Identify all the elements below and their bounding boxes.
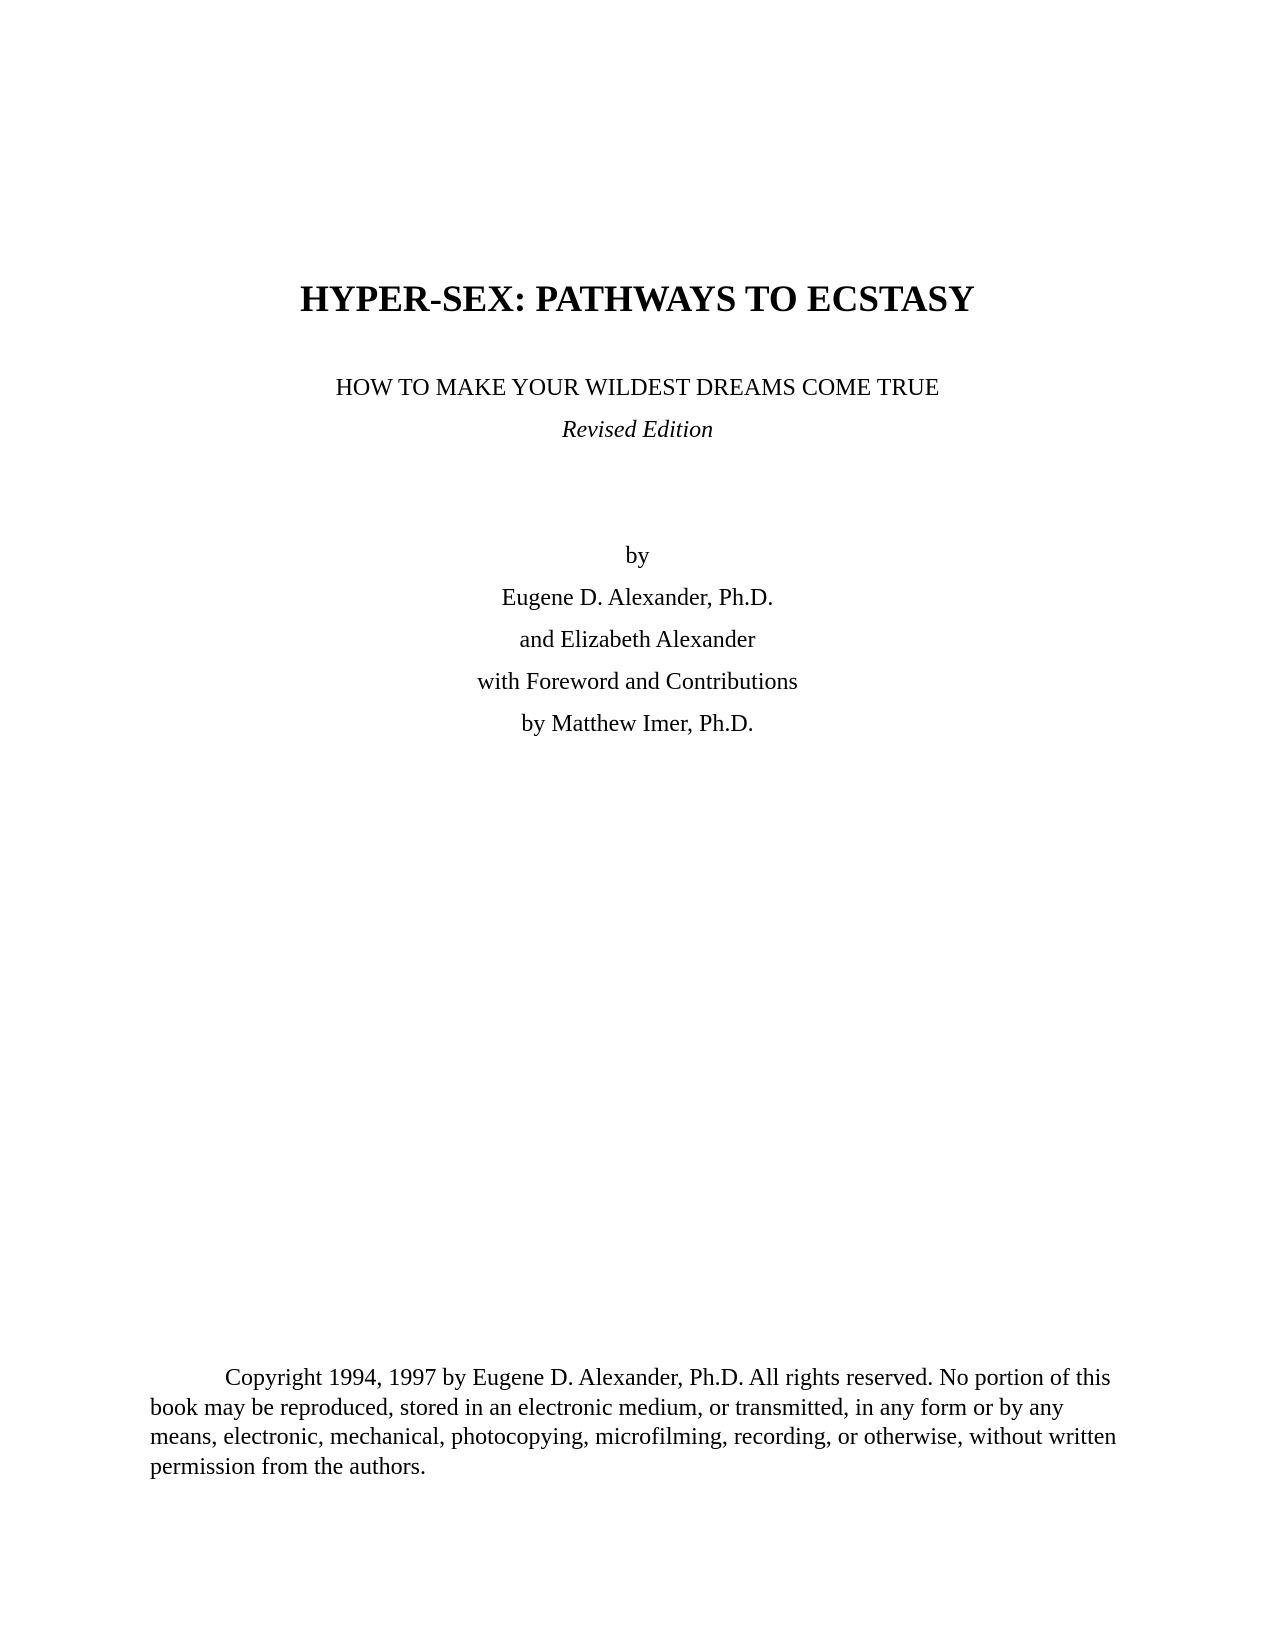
byline-coauthor: and Elizabeth Alexander [519, 627, 756, 653]
copyright-notice: Copyright 1994, 1997 by Eugene D. Alexander, Ph.D. All rights reserved. No portion of this book may be reproduced, stored in an electronic medium, or transmitted, in any form or by any means, electronic, mechanical, photocopying, microfilming, recording, or otherwise, without written permission from the authors. [150, 1365, 1117, 1480]
byline-by: by [625, 543, 650, 569]
book-title: HYPER-SEX: PATHWAYS TO ECSTASY [300, 279, 975, 320]
author-byline [0, 541, 1275, 751]
edition-label: Revised Edition [561, 417, 714, 443]
book-subtitle: HOW TO MAKE YOUR WILDEST DREAMS COME TRUE [335, 375, 940, 401]
byline-contributor: by Matthew Imer, Ph.D. [521, 711, 754, 737]
byline-foreword-note: with Foreword and Contributions [477, 669, 798, 695]
byline-primary-author: Eugene D. Alexander, Ph.D. [501, 585, 774, 611]
